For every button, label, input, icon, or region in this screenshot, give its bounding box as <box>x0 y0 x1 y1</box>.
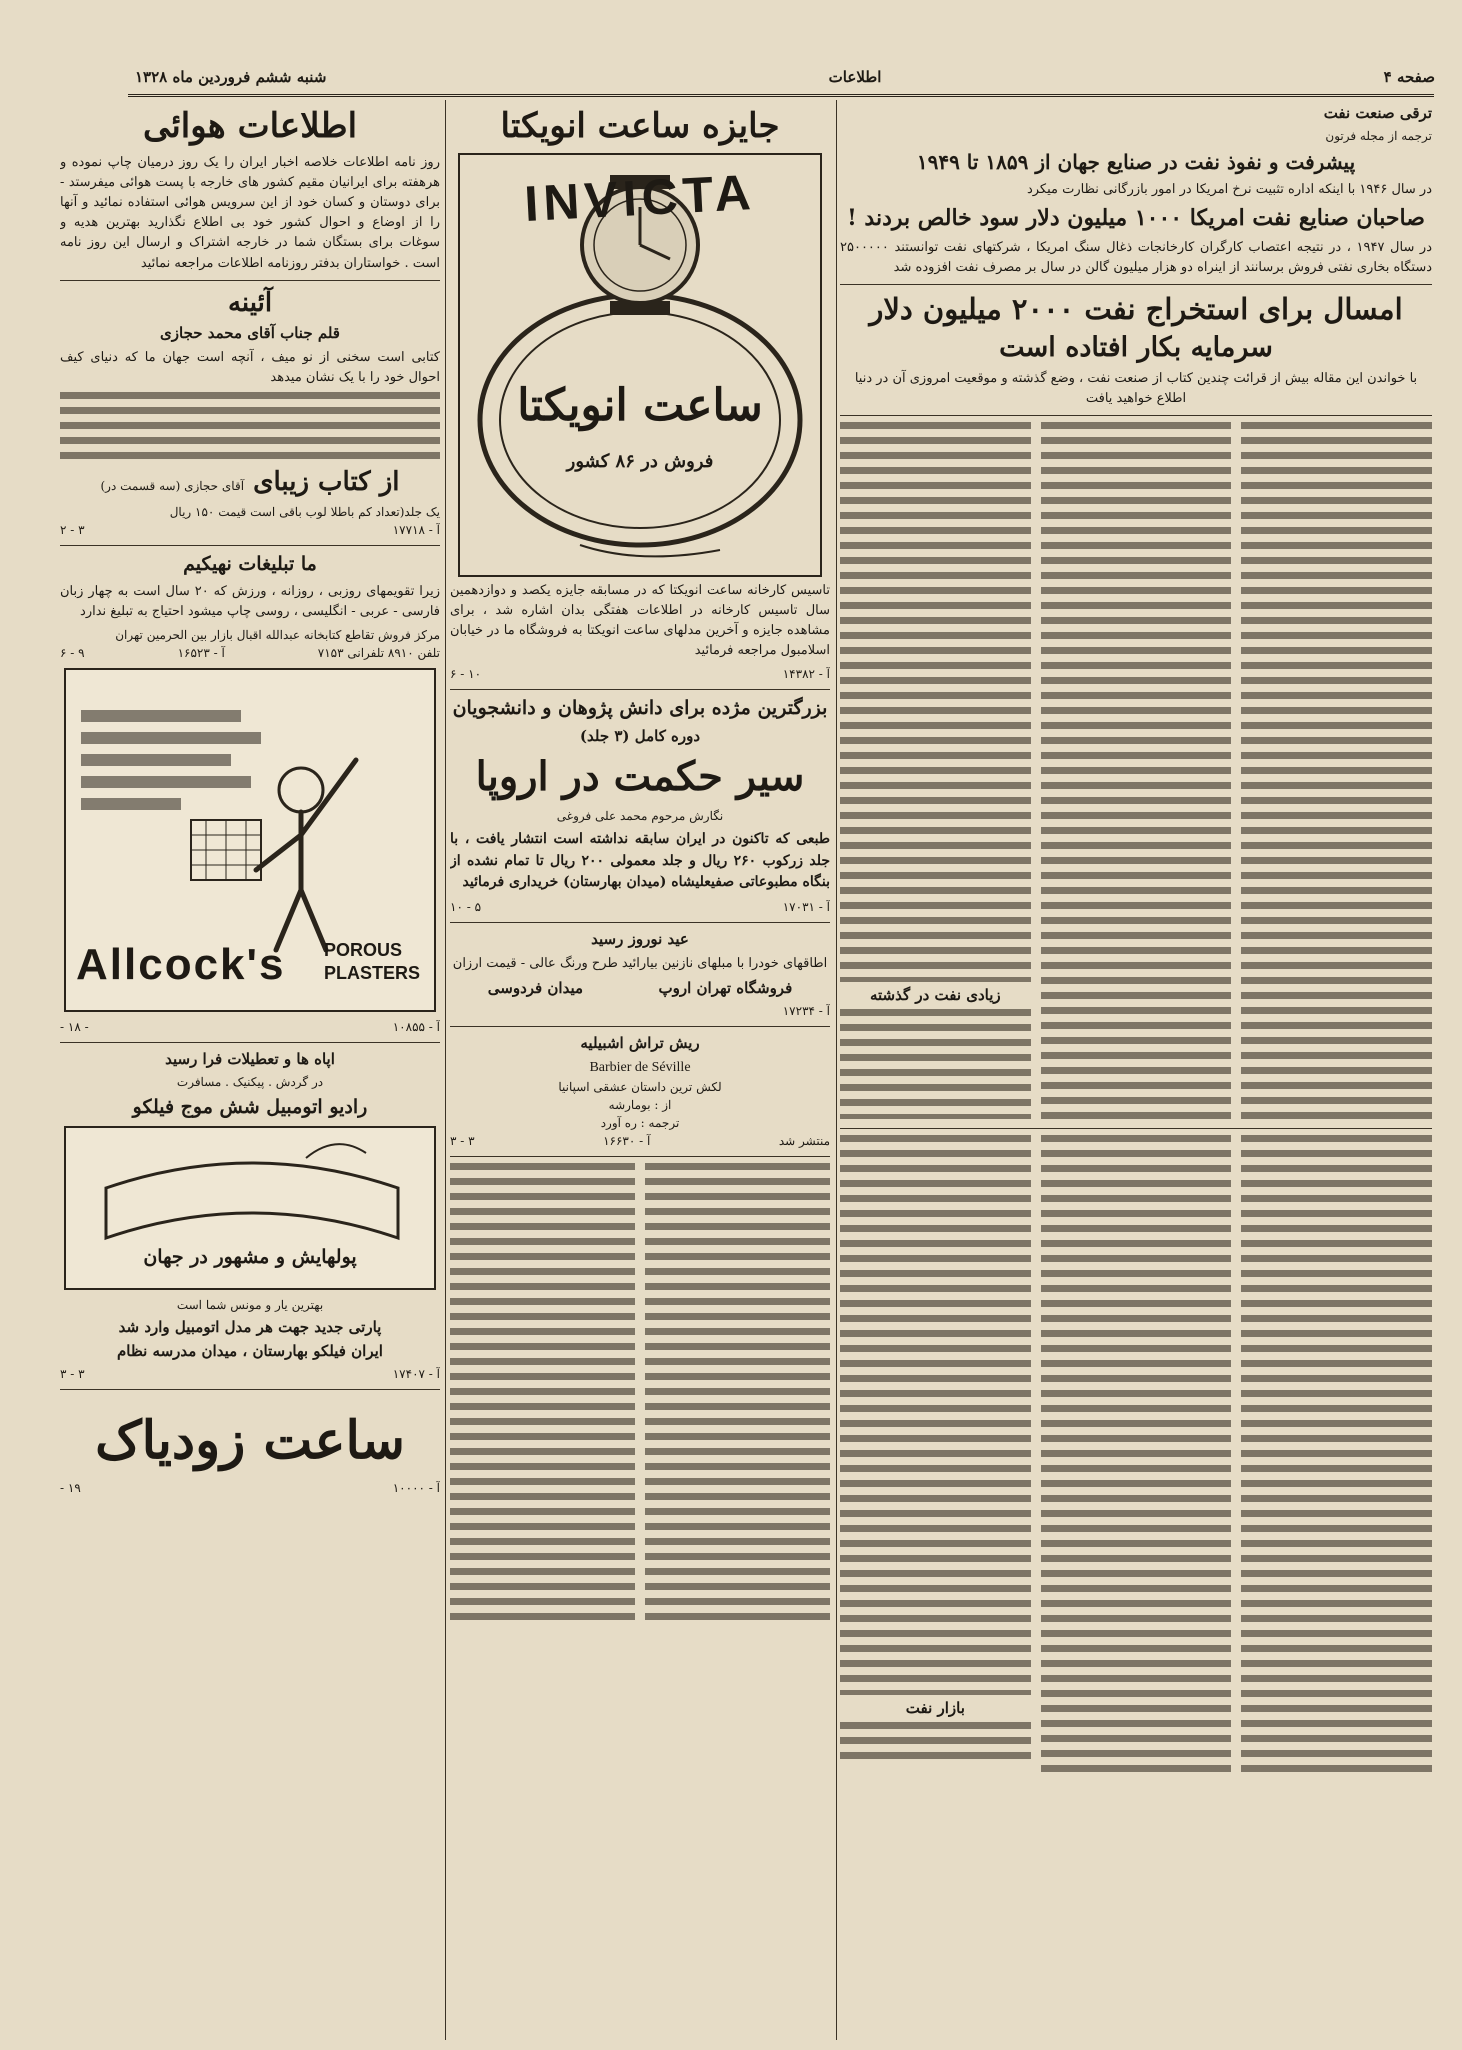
headline-main: پیشرفت و نفوذ نفت در صنایع جهان از ۱۸۵۹ تا ۱۹۴۹ <box>916 150 1356 174</box>
beauty-codes <box>60 521 440 539</box>
oil-article <box>840 100 1432 2050</box>
mirror-text: کتابی است سخنی از نو میف ، آنچه است جهان ما که دنیای کیف احوال خود را با یک نشان میدهد <box>60 350 440 386</box>
subhead-2: در سال ۱۹۴۷ ، در نتیجه اعتصاب کارگران کارخانجات ذغال سنگ امریکا ، شرکتهای نفت توانستند ۲۵۰۰۰۰۰ دستگاه بخاری نفتی فروش برسانند از اینراه دو هزار میلیون گالن در سال بر مصرف نفت افزوده شد <box>840 239 1432 275</box>
allcock-code: آ - ۱۰۸۵۵ <box>392 1019 440 1034</box>
calendar-ad-phone: تلفن ۸۹۱۰ تلفرانی ۷۱۵۳ <box>317 645 440 660</box>
barber-text: لکش ترین داستان عشقی اسپانیا <box>558 1080 722 1095</box>
calendar-ad-code: آ - ۱۶۵۲۳ <box>177 645 225 660</box>
philco-dealer: ایران فیلکو بهارستان ، میدان مدرسه نظام <box>117 1342 383 1361</box>
headline-3b: سرمایه بکار افتاده است <box>999 332 1273 364</box>
philco-code-2: ۳ - ۳ <box>60 1367 85 1382</box>
allcock-porous: POROUS <box>323 940 402 961</box>
section-head-1: زیادی نفت در گذشته <box>869 986 1001 1005</box>
article-text-column <box>840 1135 1031 1775</box>
invicta-code-2: ۱۰ - ۶ <box>450 667 482 682</box>
invicta-tagline: فروش در ۸۶ کشور <box>566 450 714 472</box>
allcock-plasters-advert <box>64 668 436 1012</box>
book-title: سیر حکمت در اروپا <box>475 753 805 800</box>
article-text-block <box>1041 1135 1232 1775</box>
middle-column <box>450 100 830 2050</box>
article-text-block <box>840 1722 1031 1762</box>
barber-code-2: ۳ - ۳ <box>450 1134 475 1149</box>
headline-3: امسال برای استخراج نفت ۲۰۰۰ میلیون دلار <box>869 292 1403 327</box>
book-subhead: دوره کامل (۳ جلد) <box>579 727 701 745</box>
barber-title: ریش تراش اشبیلیه <box>580 1034 700 1053</box>
column-rule-right <box>836 100 837 2040</box>
article-text-block <box>1241 422 1432 1122</box>
article-text-block <box>840 1135 1031 1695</box>
beauty-book-price: یک جلد(تعداد کم باطلا لوب باقی است قیمت ۱۵۰ ریال <box>169 504 440 519</box>
barber-author: از : بومارشه <box>608 1098 672 1113</box>
zodiac-code: آ - ۱۰۰۰۰ <box>392 1480 440 1495</box>
calendar-ad-code-2: ۹ - ۶ <box>60 645 85 660</box>
beauty-book-name: از کتاب زیبای <box>253 467 400 498</box>
allcock-codes <box>60 1018 440 1036</box>
article-text-block <box>1241 1135 1432 1775</box>
beauty-code-2: ۳ - ۲ <box>60 522 85 537</box>
headline-2: صاحبان صنایع نفت امریکا ۱۰۰۰ میلیون دلار سود خالص بردند ! <box>847 205 1425 232</box>
zodiac-code-2: ۱۹ - <box>60 1480 81 1495</box>
nowruz-text: اطاقهای خودرا با مبلهای نازنین بیارائید طرح ورنگ عالی - قیمت ارزان <box>452 956 828 972</box>
barber-french-title: Barbier de Séville <box>589 1060 691 1076</box>
invicta-text: تاسیس کارخانه ساعت انویکتا که در مسابقه جایزه یکصد و دوازدهمین سال تاسیس کارخانه در اطلاعات هفتگی بدان اشاره شد ، برای مشاهده جایزه و آخرین مدلهای ساعت انویکتا به فروشگاه ما در خیابان اسلامبول مراجعه فرمائید <box>450 582 830 659</box>
mirror-title: آئینه <box>227 287 273 318</box>
article-kicker: ترقی صنعت نفت <box>1323 104 1432 122</box>
zodiac-codes <box>60 1479 440 1497</box>
allcock-brand: Allcock's <box>76 939 286 989</box>
page-number: صفحه ۴ <box>1383 68 1435 86</box>
invicta-code: آ - ۱۴۳۸۲ <box>782 667 830 682</box>
nowruz-place: میدان فردوسی <box>487 979 584 998</box>
book-code-2: ۵ - ۱۰ <box>450 900 482 915</box>
invicta-brand: INVICTA <box>523 163 757 232</box>
article-body-lower <box>840 1135 1432 1775</box>
article-text-block <box>1041 422 1232 1122</box>
article-intro: با خواندن این مقاله بیش از قرائت چندین کتاب از صنعت نفت ، وضع گذشته و موقعیت امروزی آن در دنیا اطلاع خواهید یافت <box>854 371 1418 407</box>
nowruz-headline: عید نوروز رسید <box>591 930 689 949</box>
barber-translator: ترجمه : ره آورد <box>600 1116 680 1131</box>
book-text: طبعی که تاکنون در ایران سابقه نداشته است انتشار یافت ، با جلد زرکوب ۲۶۰ ریال و جلد معمولی ۲۰۰ ریال تا تمام نشده از بنگاه مطبوعاتی صفیعلیشاه (میدان بهارستان) خریداری فرمائید <box>450 831 830 891</box>
calendar-ad-text: زیرا تقویمهای روزبی ، روزانه ، ورزش که ۲۰ سال است به چهار زبان فارسی - عربی - انگلیسی ، روسی چاپ میشود احتیاج به تبلیغ ندارد <box>60 583 440 619</box>
article-body-upper <box>840 422 1432 1122</box>
mirror-author: قلم جناب آقای محمد حجازی <box>160 324 340 343</box>
nowruz-code: آ - ۱۷۲۳۴ <box>782 1004 830 1019</box>
beauty-book-author: آقای حجازی (سه قسمت در) <box>100 479 245 494</box>
air-info-text: روز نامه اطلاعات خلاصه اخبار ایران را یک روز درمیان چاپ نموده و هرهفته برای ایرانیان مقیم کشور های خارجه با پست هوائی میفرستد - برای دوستان و کسان خود از این سرویس هوائی استفاده نمائید و آنها را از اوضاع و احوال کشور خود بی اطلاع نگذارید بهترین هدیه و سوغات برای بستگان شما در خارجه اشتراک و ارسال این روز نامه است . خواستاران بدفتر روزنامه اطلاعات مراجعه نمائید <box>60 154 440 271</box>
radio-name: رادیو اتومبیل شش موج فیلکو <box>132 1095 368 1118</box>
issue-date: شنبه ششم فروردین ماه ۱۳۲۸ <box>135 68 327 86</box>
book-codes <box>450 898 830 916</box>
philco-slogan: پولهایش و مشهور در جهان <box>143 1245 357 1268</box>
left-column <box>60 100 440 2050</box>
barber-status: منتشر شد <box>778 1134 830 1149</box>
invicta-codes <box>450 665 830 683</box>
nowruz-shop: فروشگاه تهران اروپ <box>658 979 793 998</box>
article-source: ترجمه از مجله فرتون <box>1325 129 1432 143</box>
invicta-persian-name: ساعت انویکتا <box>517 379 763 431</box>
article-text-block <box>840 1009 1031 1119</box>
paper-name: اطلاعات <box>828 68 882 86</box>
allcock-product <box>324 939 420 986</box>
subhead-1: در سال ۱۹۴۶ با اینکه اداره تثبیت نرخ امریکا در امور بازرگانی نظارت میکرد <box>1026 182 1432 197</box>
air-info-title: اطلاعات هوائی <box>142 106 358 146</box>
article-text-block <box>840 422 1031 982</box>
calendar-ad-title: ما تبلیغات نهیکیم <box>183 552 317 575</box>
allcock-code-2: - ۱۸ - <box>60 1019 89 1034</box>
philco-text-1: بهترین یار و مونس شما است <box>176 1298 324 1313</box>
calendar-ad-address: مرکز فروش تقاطع کتابخانه عبدالله اقبال بازار بین الحرمین تهران <box>115 627 440 642</box>
philco-code: آ - ۱۷۴۰۷ <box>392 1367 440 1382</box>
book-author: نگارش مرحوم محمد علی فروغی <box>556 809 724 823</box>
radio-headline: اپاه ها و تعطیلات فرا رسید <box>165 1049 335 1068</box>
invicta-advert <box>458 153 822 577</box>
article-body-middle <box>450 1163 830 1623</box>
philco-codes <box>60 1365 440 1383</box>
barber-footer <box>450 1132 830 1150</box>
book-code: آ - ۱۷۰۳۱ <box>782 900 830 915</box>
column-rule-left <box>445 100 446 2040</box>
barber-code: آ - ۱۶۶۳۰ <box>603 1134 651 1149</box>
article-text-block <box>450 1163 635 1623</box>
radio-subhead: در گردش . پیکنیک . مسافرت <box>176 1074 324 1089</box>
invicta-title: جایزه ساعت انویکتا <box>500 106 780 146</box>
nowruz-shop-line <box>450 978 830 999</box>
masthead-rule <box>128 94 1434 97</box>
beauty-code: آ - ۱۷۷۱۸ <box>392 522 440 537</box>
article-text-column <box>840 422 1031 1122</box>
article-text-block <box>645 1163 830 1623</box>
book-headline: بزرگترین مژده برای دانش پژوهان و دانشجویان <box>452 697 828 720</box>
philco-text-2: پارتی جدید جهت هر مدل اتومبیل وارد شد <box>118 1318 382 1337</box>
mirror-text-block <box>60 392 440 462</box>
masthead <box>135 66 1435 88</box>
section-head-2: بازار نفت <box>905 1699 965 1718</box>
calendar-ad-footer <box>60 644 440 662</box>
zodiac-advert: ساعت زودیاک <box>95 1410 405 1472</box>
beauty-book-title <box>60 466 440 499</box>
philco-banner <box>64 1126 436 1290</box>
allcock-plasters: PLASTERS <box>323 963 420 984</box>
